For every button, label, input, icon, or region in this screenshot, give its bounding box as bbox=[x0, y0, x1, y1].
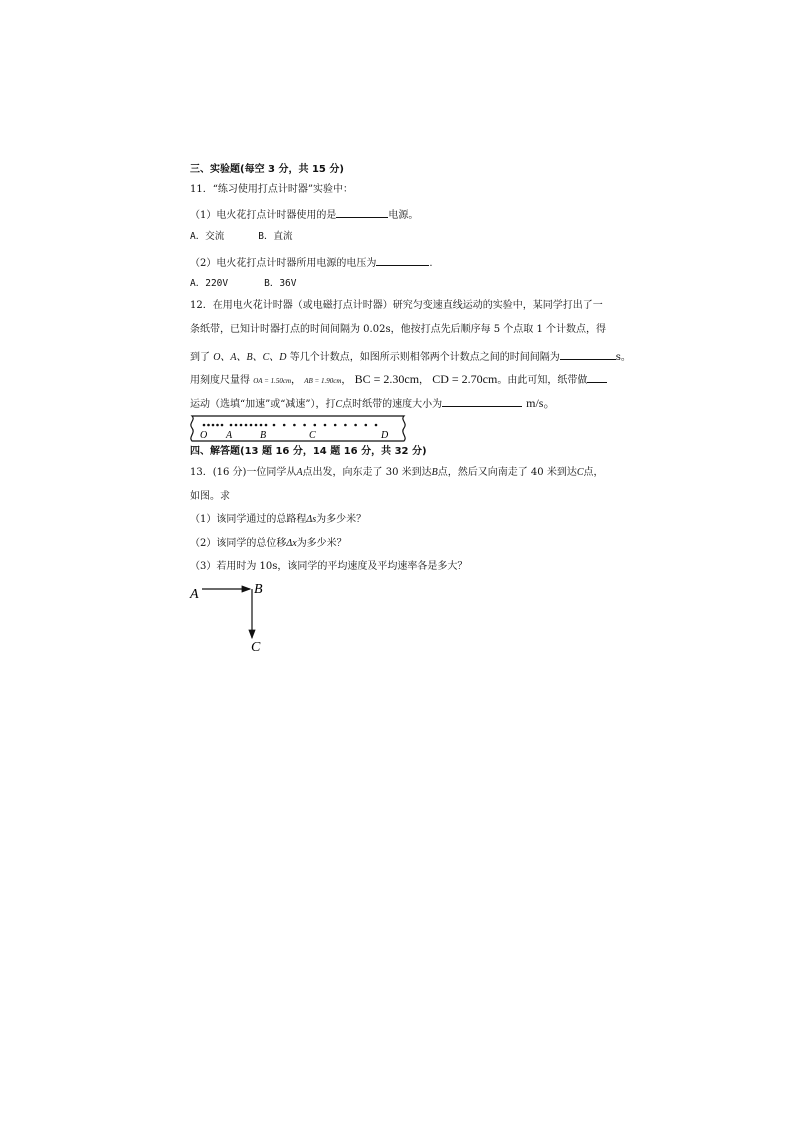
q11-part2-text: （2）电火花打点计时器所用电源的电压为 bbox=[190, 258, 377, 269]
q12-oa: OA = 1.50cm bbox=[253, 377, 292, 385]
q13-point-c: C bbox=[576, 467, 584, 478]
tape-dot bbox=[324, 424, 327, 427]
q13-line-2: 如图。求 bbox=[190, 491, 230, 502]
tape-dot bbox=[303, 424, 306, 427]
q12-ab: AB = 1.90cm bbox=[304, 377, 342, 385]
tape-dot bbox=[260, 424, 263, 427]
q13-part1 bbox=[190, 513, 366, 527]
q12-speed-unit: m/s。 bbox=[526, 396, 556, 410]
q12-line-1: 12．在用电火花计时器（或电磁打点计时器）研究匀变速直线运动的实验中，某同学打出了一 bbox=[190, 300, 603, 311]
q11-part2-options bbox=[190, 277, 297, 291]
tape-dot bbox=[230, 424, 233, 427]
q13-point-b: B bbox=[431, 467, 438, 478]
q13-part2-symbol: Δx bbox=[286, 538, 297, 549]
q13-part1-b: 为多少米？ bbox=[316, 514, 367, 525]
q13-part1-a: （1）该同学通过的总路程 bbox=[190, 514, 307, 525]
q11-part2-blank[interactable] bbox=[376, 254, 429, 266]
tape-dot bbox=[265, 424, 268, 427]
tape-dot bbox=[212, 424, 215, 427]
q13-line-1-c: 点，然后又向南走了 40 米到达 bbox=[437, 467, 577, 478]
q11-part2-after: . bbox=[429, 258, 433, 269]
tape-dot bbox=[354, 424, 357, 427]
tape-dot bbox=[221, 424, 224, 427]
q12-line-3-after: s。 bbox=[615, 352, 631, 363]
q11-part1-options bbox=[190, 230, 292, 244]
fig-label-a: A bbox=[190, 587, 199, 602]
tape-dot bbox=[240, 424, 243, 427]
q13-part1-symbol: Δs bbox=[306, 514, 317, 525]
tape-dot bbox=[235, 424, 238, 427]
tape-dot bbox=[365, 424, 368, 427]
q13-point-a: A bbox=[296, 467, 303, 478]
tape-dot bbox=[216, 424, 219, 427]
tape-label-o: O bbox=[200, 430, 208, 441]
q11-part2-option-a: A．220V bbox=[190, 278, 229, 289]
q12-interval-blank[interactable] bbox=[560, 348, 616, 360]
tape-label-d: D bbox=[381, 430, 389, 441]
displacement-figure bbox=[186, 578, 276, 656]
q13-line-1-d: 点， bbox=[583, 467, 604, 478]
q13-part2 bbox=[190, 537, 347, 551]
q12-line-4-a: 用刻度尺量得 bbox=[190, 375, 250, 386]
paper-tape-figure bbox=[186, 414, 412, 444]
tape-label-c: C bbox=[309, 430, 316, 441]
tape-label-a: A bbox=[226, 430, 233, 441]
q12-line-5-a: 运动（选填“加速”或“减速”），打 bbox=[190, 399, 336, 410]
tape-dot bbox=[250, 424, 253, 427]
q13-line-1-b: 点出发，向东走了 30 米到达 bbox=[302, 467, 432, 478]
q12-line-2: 条纸带，已知计时器打点的时间间隔为 0.02s，他按打点先后顺序每 5 个点取 1 个计数点，得 bbox=[190, 324, 607, 335]
section-4-heading: 四、解答题(13 题 16 分，14 题 16 分，共 32 分) bbox=[190, 446, 427, 457]
tape-dot bbox=[203, 424, 206, 427]
q12-point-c: C bbox=[335, 399, 343, 410]
q13-part2-b: 为多少米？ bbox=[296, 538, 347, 549]
q12-line-3-a: 到了 bbox=[190, 352, 210, 363]
tape-dot bbox=[344, 424, 347, 427]
q11-part1-option-a: A．交流 bbox=[190, 231, 225, 242]
q12-line-3-b: 等几个计数点，如图所示则相邻两个计数点之间的时间间隔为 bbox=[289, 352, 560, 363]
tape-dot bbox=[293, 424, 296, 427]
tape-dot bbox=[207, 424, 210, 427]
tape-dot bbox=[334, 424, 337, 427]
fig-label-b: B bbox=[254, 582, 263, 597]
q12-cd: CD = 2.70cm bbox=[432, 372, 498, 386]
q12-line-3 bbox=[190, 348, 631, 365]
q11-part1-option-b: B．直流 bbox=[258, 231, 293, 242]
q12-line-4: 用刻度尺量得 OA = 1.50cm， AB = 1.90cm， BC = 2.30cm， CD = 2.70cm。由此可知，纸带做 bbox=[190, 371, 607, 388]
q11-stem: 11．“练习使用打点计时器”实验中： bbox=[190, 184, 353, 195]
tape-label-b: B bbox=[260, 430, 267, 441]
tape-dot bbox=[255, 424, 258, 427]
q11-part1-blank[interactable] bbox=[336, 206, 388, 218]
q12-speed-blank[interactable] bbox=[442, 395, 522, 407]
q11-part2 bbox=[190, 254, 433, 271]
tape-dot bbox=[273, 424, 276, 427]
tape-dot bbox=[245, 424, 248, 427]
q12-line-5-b: 点时纸带的速度大小为 bbox=[342, 399, 443, 410]
q12-bc: BC = 2.30cm bbox=[354, 372, 420, 386]
section-3-heading: 三、实验题(每空 3 分，共 15 分) bbox=[190, 164, 344, 175]
q11-part1-text: （1）电火花打点计时器使用的是 bbox=[190, 210, 337, 221]
q11-part2-option-b: B．36V bbox=[264, 278, 297, 289]
q13-line-1-a: 13．(16 分)一位同学从 bbox=[190, 467, 297, 478]
q11-part1 bbox=[190, 206, 418, 223]
tape-dot bbox=[314, 424, 317, 427]
q11-part1-after: 电源。 bbox=[388, 210, 419, 221]
q12-line-4-b: 。由此可知，纸带做 bbox=[497, 375, 588, 386]
q12-line-5 bbox=[190, 395, 555, 412]
q12-motion-blank[interactable] bbox=[587, 371, 607, 383]
q12-points: O、A、B、C、D bbox=[213, 352, 287, 363]
q13-part3: （3）若用时为 10s，该同学的平均速度及平均速率各是多大？ bbox=[190, 561, 468, 572]
q13-line-1 bbox=[190, 466, 604, 480]
fig-label-c: C bbox=[251, 640, 261, 655]
tape-dot bbox=[375, 424, 378, 427]
q13-part2-a: （2）该同学的总位移 bbox=[190, 538, 287, 549]
tape-dot bbox=[283, 424, 286, 427]
